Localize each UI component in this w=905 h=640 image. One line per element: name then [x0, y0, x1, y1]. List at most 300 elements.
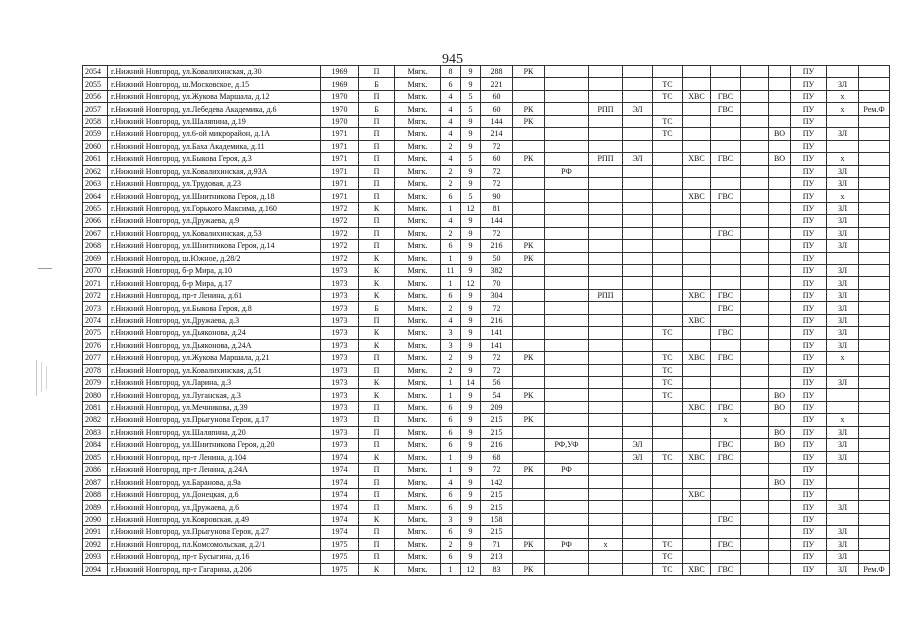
- row-number-cell: 2075: [83, 327, 108, 339]
- table-cell: [623, 240, 653, 252]
- table-cell: 5: [461, 153, 481, 165]
- table-cell: [513, 488, 545, 500]
- row-number-cell: 2088: [83, 488, 108, 500]
- table-cell: ГВС: [711, 513, 741, 525]
- address-cell: г.Нижний Новгород, пр-т Ленина, д.104: [108, 451, 321, 463]
- table-row: [83, 289, 890, 301]
- table-cell: ГВС: [711, 103, 741, 115]
- table-cell: 1973: [321, 439, 359, 451]
- table-cell: [623, 426, 653, 438]
- table-cell: Мягк.: [395, 66, 441, 78]
- table-row: [83, 426, 890, 438]
- table-cell: [859, 339, 890, 351]
- table-cell: ТС: [653, 364, 683, 376]
- table-cell: 1971: [321, 153, 359, 165]
- table-cell: [545, 314, 589, 326]
- table-cell: [741, 140, 769, 152]
- table-cell: [769, 103, 791, 115]
- row-number-cell: 2071: [83, 277, 108, 289]
- address-cell: г.Нижний Новгород, ул.Ларина, д.3: [108, 376, 321, 388]
- table-cell: [741, 551, 769, 563]
- address-cell: г.Нижний Новгород, ул.Шаляпина, д.20: [108, 426, 321, 438]
- table-cell: [545, 364, 589, 376]
- table-cell: [513, 190, 545, 202]
- table-cell: РПП: [589, 289, 623, 301]
- table-cell: Мягк.: [395, 177, 441, 189]
- table-cell: [741, 227, 769, 239]
- table-cell: [589, 277, 623, 289]
- scan-mark: [41, 362, 42, 392]
- row-number-cell: 2086: [83, 464, 108, 476]
- table-cell: К: [359, 252, 395, 264]
- table-cell: 221: [481, 78, 513, 90]
- table-cell: П: [359, 414, 395, 426]
- table-cell: [513, 302, 545, 314]
- address-cell: г.Нижний Новгород, ул.Жукова Маршала, д.21: [108, 352, 321, 364]
- table-cell: ЗЛ: [827, 551, 859, 563]
- table-cell: 1970: [321, 90, 359, 102]
- table-cell: 9: [461, 128, 481, 140]
- table-row: [83, 551, 890, 563]
- table-cell: 2: [441, 177, 461, 189]
- table-cell: 50: [481, 252, 513, 264]
- table-cell: [589, 252, 623, 264]
- address-cell: г.Нижний Новгород, ул.Дьяконова, д.24А: [108, 339, 321, 351]
- table-row: [83, 227, 890, 239]
- table-cell: [683, 265, 711, 277]
- table-cell: [859, 376, 890, 388]
- table-cell: 60: [481, 90, 513, 102]
- table-cell: ВО: [769, 439, 791, 451]
- table-cell: х: [827, 103, 859, 115]
- table-cell: ГВС: [711, 302, 741, 314]
- table-cell: [623, 364, 653, 376]
- table-cell: [741, 563, 769, 575]
- table-cell: П: [359, 140, 395, 152]
- table-cell: [545, 476, 589, 488]
- table-cell: 1: [441, 464, 461, 476]
- table-row: [83, 451, 890, 463]
- table-cell: ГВС: [711, 563, 741, 575]
- table-cell: [653, 252, 683, 264]
- table-cell: ПУ: [791, 476, 827, 488]
- table-cell: [513, 327, 545, 339]
- table-cell: [769, 302, 791, 314]
- table-cell: [683, 103, 711, 115]
- address-cell: г.Нижний Новгород, ул.Прыгунова Героя, д.17: [108, 414, 321, 426]
- table-cell: К: [359, 513, 395, 525]
- table-cell: ЗЛ: [827, 165, 859, 177]
- row-number-cell: 2091: [83, 526, 108, 538]
- table-cell: [545, 414, 589, 426]
- table-cell: Мягк.: [395, 513, 441, 525]
- table-cell: 1973: [321, 376, 359, 388]
- table-cell: Мягк.: [395, 265, 441, 277]
- table-cell: [683, 339, 711, 351]
- table-cell: Мягк.: [395, 389, 441, 401]
- table-cell: 72: [481, 302, 513, 314]
- table-cell: [769, 289, 791, 301]
- table-cell: 9: [461, 327, 481, 339]
- table-cell: [769, 376, 791, 388]
- table-cell: П: [359, 439, 395, 451]
- table-cell: [769, 488, 791, 500]
- address-cell: г.Нижний Новгород, пр-т Бусыгина, д.16: [108, 551, 321, 563]
- table-cell: [589, 78, 623, 90]
- table-cell: 60: [481, 153, 513, 165]
- table-cell: Мягк.: [395, 302, 441, 314]
- table-cell: ХВС: [683, 90, 711, 102]
- table-cell: [513, 265, 545, 277]
- table-cell: [859, 190, 890, 202]
- table-cell: 1974: [321, 513, 359, 525]
- address-cell: г.Нижний Новгород, ул.Быкова Героя, д.8: [108, 302, 321, 314]
- table-row: [83, 376, 890, 388]
- table-cell: ГВС: [711, 538, 741, 550]
- table-cell: [653, 277, 683, 289]
- table-cell: 144: [481, 215, 513, 227]
- address-cell: г.Нижний Новгород, ул.Шнитникова Героя, д.20: [108, 439, 321, 451]
- table-cell: ЗЛ: [827, 78, 859, 90]
- table-cell: 9: [461, 302, 481, 314]
- table-cell: [683, 240, 711, 252]
- table-cell: [589, 501, 623, 513]
- table-cell: [589, 140, 623, 152]
- table-cell: РК: [513, 115, 545, 127]
- table-cell: ТС: [653, 352, 683, 364]
- table-cell: [683, 414, 711, 426]
- table-cell: [859, 426, 890, 438]
- table-cell: [623, 314, 653, 326]
- row-number-cell: 2069: [83, 252, 108, 264]
- table-cell: ГВС: [711, 439, 741, 451]
- table-cell: ЗЛ: [827, 563, 859, 575]
- table-cell: 216: [481, 314, 513, 326]
- table-cell: 9: [461, 513, 481, 525]
- table-cell: 144: [481, 115, 513, 127]
- building-register-table: [82, 65, 890, 576]
- table-cell: [589, 190, 623, 202]
- table-cell: [545, 240, 589, 252]
- table-cell: РПП: [589, 153, 623, 165]
- register-body: [83, 66, 890, 576]
- table-cell: ПУ: [791, 190, 827, 202]
- row-number-cell: 2090: [83, 513, 108, 525]
- table-cell: [589, 376, 623, 388]
- table-cell: [545, 389, 589, 401]
- table-cell: Мягк.: [395, 103, 441, 115]
- table-cell: [769, 190, 791, 202]
- table-cell: ПУ: [791, 364, 827, 376]
- table-cell: [741, 501, 769, 513]
- table-cell: [589, 265, 623, 277]
- table-cell: [741, 202, 769, 214]
- table-cell: 70: [481, 277, 513, 289]
- table-cell: 1972: [321, 240, 359, 252]
- table-cell: [741, 526, 769, 538]
- address-cell: г.Нижний Новгород, ул.Шнитникова Героя, д.14: [108, 240, 321, 252]
- table-cell: [741, 128, 769, 140]
- table-cell: ПУ: [791, 451, 827, 463]
- table-cell: ПУ: [791, 501, 827, 513]
- table-cell: [683, 78, 711, 90]
- table-cell: 1972: [321, 202, 359, 214]
- table-cell: [711, 339, 741, 351]
- address-cell: г.Нижний Новгород, ул.Трудовая, д.23: [108, 177, 321, 189]
- table-cell: Мягк.: [395, 376, 441, 388]
- table-cell: ТС: [653, 551, 683, 563]
- table-cell: х: [827, 352, 859, 364]
- table-cell: [653, 153, 683, 165]
- table-cell: ГВС: [711, 352, 741, 364]
- table-cell: ПУ: [791, 339, 827, 351]
- table-cell: 8: [441, 66, 461, 78]
- table-cell: ЗЛ: [827, 439, 859, 451]
- table-row: [83, 364, 890, 376]
- table-cell: ХВС: [683, 153, 711, 165]
- table-cell: ПУ: [791, 289, 827, 301]
- table-row: [83, 153, 890, 165]
- table-cell: [513, 227, 545, 239]
- table-cell: [741, 78, 769, 90]
- table-cell: [653, 513, 683, 525]
- table-cell: ПУ: [791, 376, 827, 388]
- table-cell: 9: [461, 78, 481, 90]
- table-cell: [711, 501, 741, 513]
- table-cell: 304: [481, 289, 513, 301]
- table-cell: ПУ: [791, 265, 827, 277]
- table-cell: [513, 501, 545, 513]
- table-cell: Мягк.: [395, 215, 441, 227]
- table-cell: Мягк.: [395, 352, 441, 364]
- table-cell: ХВС: [683, 190, 711, 202]
- table-cell: 9: [461, 227, 481, 239]
- table-cell: 9: [461, 526, 481, 538]
- table-cell: [683, 302, 711, 314]
- table-cell: [589, 90, 623, 102]
- table-cell: 4: [441, 128, 461, 140]
- row-number-cell: 2056: [83, 90, 108, 102]
- table-cell: Мягк.: [395, 140, 441, 152]
- table-cell: 6: [441, 426, 461, 438]
- table-cell: [711, 464, 741, 476]
- table-cell: ПУ: [791, 513, 827, 525]
- table-cell: [859, 389, 890, 401]
- table-cell: К: [359, 327, 395, 339]
- table-cell: ТС: [653, 389, 683, 401]
- table-cell: Мягк.: [395, 314, 441, 326]
- table-cell: ПУ: [791, 66, 827, 78]
- table-cell: [859, 488, 890, 500]
- table-cell: 9: [461, 352, 481, 364]
- table-cell: [711, 526, 741, 538]
- table-cell: [859, 66, 890, 78]
- table-cell: Мягк.: [395, 451, 441, 463]
- table-cell: П: [359, 401, 395, 413]
- table-cell: ГВС: [711, 153, 741, 165]
- table-cell: ПУ: [791, 128, 827, 140]
- table-cell: ЗЛ: [827, 215, 859, 227]
- table-cell: ВО: [769, 389, 791, 401]
- table-cell: 9: [461, 364, 481, 376]
- table-cell: Рем.Ф: [859, 103, 890, 115]
- address-cell: г.Нижний Новгород, б-р Мира, д.17: [108, 277, 321, 289]
- table-cell: 215: [481, 488, 513, 500]
- row-number-cell: 2081: [83, 401, 108, 413]
- table-cell: [513, 277, 545, 289]
- table-cell: ЗЛ: [827, 339, 859, 351]
- table-cell: [545, 376, 589, 388]
- table-cell: [741, 389, 769, 401]
- table-cell: [653, 66, 683, 78]
- table-cell: [859, 252, 890, 264]
- table-cell: [623, 526, 653, 538]
- table-row: [83, 265, 890, 277]
- table-cell: Мягк.: [395, 439, 441, 451]
- table-cell: [589, 414, 623, 426]
- address-cell: г.Нижний Новгород, ул.Ковалихинская, д.53: [108, 227, 321, 239]
- address-cell: г.Нижний Новгород, ш.Московское, д.15: [108, 78, 321, 90]
- table-cell: 1971: [321, 165, 359, 177]
- row-number-cell: 2062: [83, 165, 108, 177]
- table-cell: [859, 501, 890, 513]
- table-cell: К: [359, 451, 395, 463]
- address-cell: г.Нижний Новгород, ул.Шнитникова Героя, д.18: [108, 190, 321, 202]
- table-cell: ХВС: [683, 563, 711, 575]
- table-cell: ПУ: [791, 563, 827, 575]
- table-cell: [741, 215, 769, 227]
- table-cell: 1970: [321, 103, 359, 115]
- table-cell: 6: [441, 526, 461, 538]
- table-cell: ХВС: [683, 488, 711, 500]
- table-cell: 141: [481, 327, 513, 339]
- table-cell: 1972: [321, 252, 359, 264]
- table-cell: [589, 389, 623, 401]
- table-row: [83, 476, 890, 488]
- table-cell: [683, 277, 711, 289]
- address-cell: г.Нижний Новгород, ул.Ковровская, д.49: [108, 513, 321, 525]
- table-cell: Мягк.: [395, 190, 441, 202]
- table-cell: К: [359, 265, 395, 277]
- table-cell: [545, 252, 589, 264]
- table-cell: [513, 177, 545, 189]
- table-cell: [653, 240, 683, 252]
- table-cell: ГВС: [711, 227, 741, 239]
- address-cell: г.Нижний Новгород, ул.Дружаева, д.6: [108, 501, 321, 513]
- table-cell: [653, 526, 683, 538]
- table-cell: [683, 66, 711, 78]
- table-cell: [513, 128, 545, 140]
- table-cell: [545, 352, 589, 364]
- table-cell: [589, 240, 623, 252]
- table-row: [83, 314, 890, 326]
- table-cell: [769, 526, 791, 538]
- table-cell: [623, 177, 653, 189]
- table-cell: [769, 538, 791, 550]
- table-cell: ХВС: [683, 352, 711, 364]
- table-row: [83, 401, 890, 413]
- table-cell: 382: [481, 265, 513, 277]
- table-cell: [589, 302, 623, 314]
- address-cell: г.Нижний Новгород, ул.Донецкая, д.6: [108, 488, 321, 500]
- table-cell: [623, 277, 653, 289]
- table-cell: [545, 526, 589, 538]
- table-cell: П: [359, 488, 395, 500]
- table-cell: 56: [481, 376, 513, 388]
- table-cell: [623, 115, 653, 127]
- table-cell: [769, 513, 791, 525]
- table-cell: ТС: [653, 128, 683, 140]
- table-cell: [741, 289, 769, 301]
- table-cell: [545, 327, 589, 339]
- table-cell: [859, 240, 890, 252]
- table-cell: [653, 476, 683, 488]
- table-row: [83, 352, 890, 364]
- table-cell: [859, 215, 890, 227]
- table-cell: [741, 302, 769, 314]
- table-cell: [741, 327, 769, 339]
- table-cell: ПУ: [791, 240, 827, 252]
- table-cell: [623, 501, 653, 513]
- table-cell: [741, 240, 769, 252]
- table-cell: [545, 227, 589, 239]
- address-cell: г.Нижний Новгород, пр-т Ленина, д.61: [108, 289, 321, 301]
- table-cell: [545, 563, 589, 575]
- table-cell: [741, 103, 769, 115]
- table-cell: [769, 364, 791, 376]
- table-cell: [711, 476, 741, 488]
- table-cell: 54: [481, 389, 513, 401]
- table-cell: П: [359, 352, 395, 364]
- table-cell: [859, 352, 890, 364]
- table-cell: ПУ: [791, 115, 827, 127]
- table-cell: К: [359, 339, 395, 351]
- row-number-cell: 2084: [83, 439, 108, 451]
- table-cell: ХВС: [683, 451, 711, 463]
- table-cell: [769, 66, 791, 78]
- table-cell: К: [359, 289, 395, 301]
- table-cell: [623, 78, 653, 90]
- table-cell: х: [827, 190, 859, 202]
- table-cell: [653, 314, 683, 326]
- address-cell: г.Нижний Новгород, пр-т Ленина, д.24А: [108, 464, 321, 476]
- table-cell: 1973: [321, 302, 359, 314]
- table-cell: 6: [441, 190, 461, 202]
- table-cell: ПУ: [791, 140, 827, 152]
- table-cell: 9: [461, 66, 481, 78]
- table-cell: [589, 327, 623, 339]
- table-cell: [683, 252, 711, 264]
- address-cell: г.Нижний Новгород, пр-т Гагарина, д.206: [108, 563, 321, 575]
- address-cell: г.Нижний Новгород, ш.Южное, д.28/2: [108, 252, 321, 264]
- address-cell: г.Нижний Новгород, ул.Баранова, д.9а: [108, 476, 321, 488]
- table-cell: РФ: [545, 538, 589, 550]
- table-cell: [741, 265, 769, 277]
- table-cell: 1: [441, 202, 461, 214]
- table-cell: 72: [481, 140, 513, 152]
- table-cell: [653, 401, 683, 413]
- table-cell: [683, 501, 711, 513]
- table-cell: ПУ: [791, 526, 827, 538]
- table-cell: Б: [359, 302, 395, 314]
- table-cell: 1974: [321, 526, 359, 538]
- table-cell: [623, 551, 653, 563]
- table-cell: 214: [481, 128, 513, 140]
- table-cell: [827, 364, 859, 376]
- table-cell: [623, 90, 653, 102]
- table-cell: [859, 327, 890, 339]
- table-cell: [589, 177, 623, 189]
